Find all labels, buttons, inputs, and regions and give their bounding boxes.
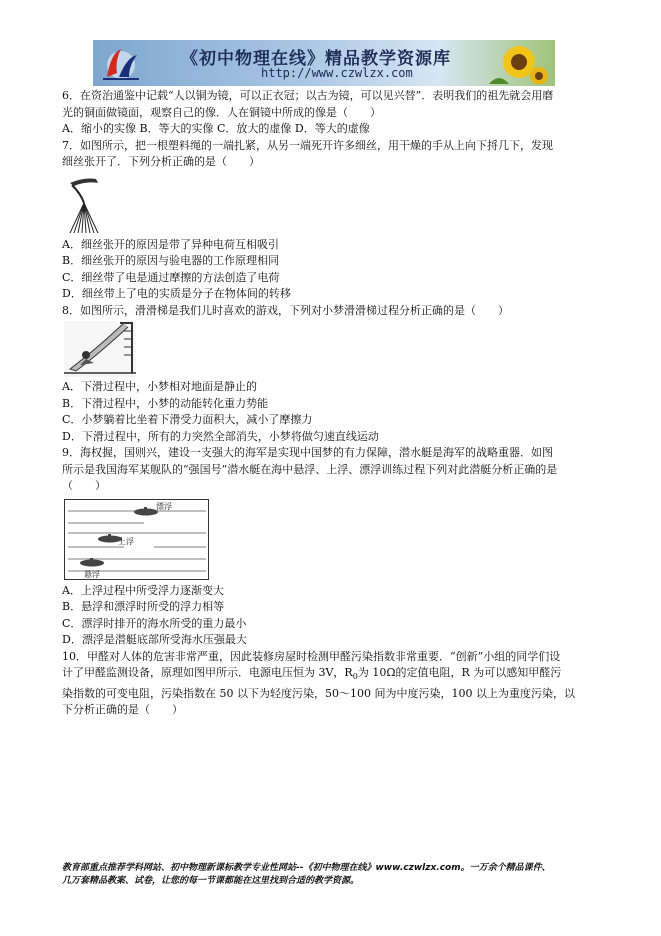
q7-stem-line2: 细丝张开了．下列分析正确的是（ ） (62, 155, 260, 168)
footer-line1: 教育部重点推荐学科网站、初中物理新课标教学专业性网站--《初中物理在线》www.czwlzx.com。一万余个精品课件、 (62, 863, 551, 873)
q7-figure (64, 173, 602, 235)
q7-option-c: C．细丝带了电是通过摩擦的方法创造了电荷 (62, 270, 280, 284)
q9-option-a: A．上浮过程中所受浮力逐渐变大 (62, 583, 224, 597)
question-8 (62, 303, 602, 446)
plastic-rope-strands-image (64, 173, 104, 235)
question-6 (62, 88, 602, 138)
submarine-diagram (64, 497, 210, 581)
q9-option-b: B．悬浮和漂浮时所受的浮力相等 (62, 600, 225, 613)
question-content (62, 88, 602, 719)
q7-stem-line1: 7．如图所示，把一根塑料绳的一端扎紧，从另一端死开许多细丝，用干燥的手从上向下捋几下，发现 (62, 138, 553, 152)
q10-stem-line4: 下分析正确的是（ ） (62, 703, 183, 717)
suspend-label: 悬浮 (84, 569, 100, 579)
q6-stem-line2: 光的铜面做镜面，观察自己的像．人在铜镜中所成的像是（ ） (62, 105, 381, 119)
q9-option-c: C．漂浮时排开的海水所受的重力最小 (62, 616, 247, 630)
q7-option-a: A．细丝张开的原因是带了异种电荷互相吸引 (62, 237, 279, 251)
q9-stem-line2: 所示是我国海军某舰队的“强国号”潜水艇在海中悬浮、上浮、漂浮训练过程下列对此潜艇分析正确的是 (62, 462, 558, 476)
banner-url[interactable]: http://www.czwlzx.com (261, 66, 413, 80)
q9-figure (64, 497, 602, 581)
question-9 (62, 445, 602, 649)
q8-option-d: D．下滑过程中，所有的力突然全部消失，小梦将做匀速直线运动 (62, 429, 379, 443)
rise-label: 上浮 (118, 536, 134, 546)
float-label: 漂浮 (156, 501, 172, 511)
q10-stem-line2-b: 为 10Ω的定值电阻，R 为可以感知甲醛污 (357, 666, 562, 679)
header-banner (93, 40, 555, 86)
question-10 (62, 649, 602, 719)
q10-stem-line3: 染指数的可变电阻，污染指数在 50 以下为轻度污染，50～100 间为中度污染，100 以上为重度污染，以 (62, 686, 575, 700)
q9-option-d: D．漂浮是潜艇底部所受海水压强最大 (62, 633, 247, 646)
q8-stem: 8．如图所示，滑滑梯是我们儿时喜欢的游戏，下列对小梦滑滑梯过程分析正确的是（ ） (62, 303, 509, 317)
q8-option-a: A．下滑过程中，小梦相对地面是静止的 (62, 380, 257, 393)
sunflower-icon (489, 42, 549, 84)
q7-option-d: D．细丝带上了电的实质是分子在物体间的转移 (62, 287, 291, 300)
page-footer (62, 862, 622, 888)
q9-stem-line1: 9．海权握，国则兴，建设一支强大的海军是实现中国梦的有力保障，潜水艇是海军的战略重器．如图 (62, 446, 553, 459)
q10-stem-line2 (62, 665, 602, 686)
banner-title: 《初中物理在线》精品教学资源库 (181, 49, 451, 69)
q7-option-b: B．细丝张开的原因与验电器的工作原理相同 (62, 254, 280, 267)
q8-figure (64, 321, 602, 377)
q10-stem-line2-a: 计了甲醛监测设备，原理如图甲所示．电源电压恒为 3V，R (62, 666, 353, 679)
q6-options: A．缩小的实像 B．等大的实像 C．放大的虚像 D．等大的虚像 (62, 122, 370, 135)
q6-stem-line1: 6．在资治通鉴中记载“人以铜为镜，可以正衣冠；以古为镜，可以见兴替”．表明我们的祖先就会用磨 (62, 89, 554, 102)
site-logo-icon (99, 43, 143, 83)
q8-option-b: B．下滑过程中，小梦的动能转化重力势能 (62, 396, 269, 410)
q8-option-c: C．小梦躺着比坐着下滑受力面积大，减小了摩擦力 (62, 413, 313, 426)
footer-line2: 几万套精品教案、试卷，让您的每一节课都能在这里找到合适的教学资源。 (62, 876, 360, 886)
question-7 (62, 138, 602, 303)
q10-stem-line1: 10．甲醛对人体的危害非常严重，因此装修房屋时检测甲醛污染指数非常重要．“创新”小组的同学们设 (62, 649, 561, 663)
slide-image (64, 321, 136, 377)
q9-stem-line3: （ ） (62, 479, 106, 492)
r0-subscript: 0 (352, 672, 358, 682)
